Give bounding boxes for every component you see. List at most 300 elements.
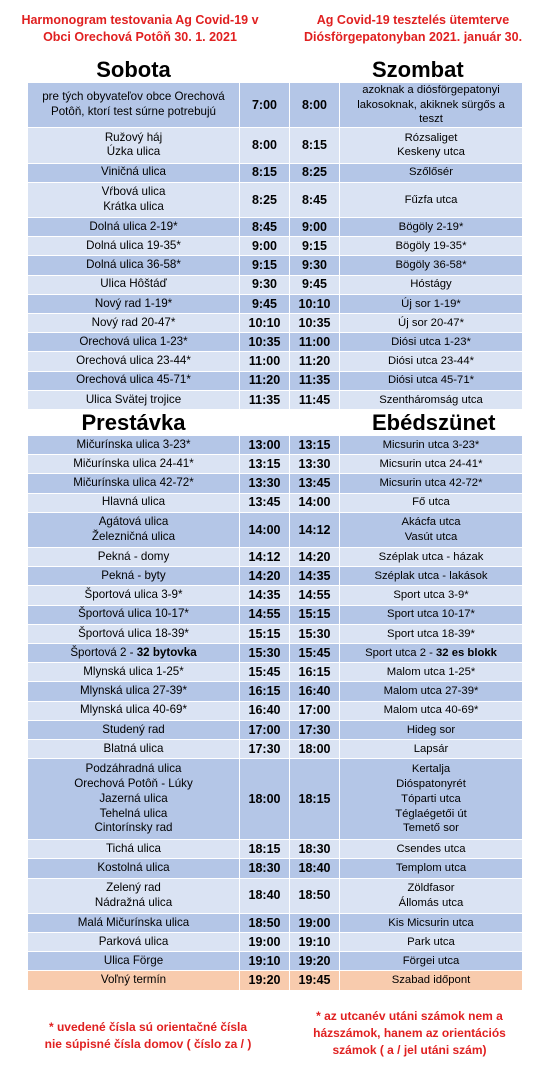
time-to bbox=[290, 759, 340, 840]
street-hungarian bbox=[340, 83, 523, 128]
schedule-row bbox=[28, 586, 523, 605]
street-hungarian bbox=[340, 701, 523, 720]
schedule-row bbox=[28, 567, 523, 586]
time-to bbox=[290, 720, 340, 739]
time-from bbox=[240, 218, 290, 237]
time-from-text: 14:20 bbox=[248, 569, 281, 584]
schedule-row bbox=[28, 512, 523, 547]
street-slovak bbox=[28, 294, 240, 313]
street-slovak bbox=[28, 548, 240, 567]
street-slovak bbox=[28, 759, 240, 840]
street-hungarian-text: Templom utca bbox=[395, 862, 467, 875]
street-slovak-text: Zelený rad Nádražná ulica bbox=[94, 881, 173, 909]
street-slovak bbox=[28, 163, 240, 182]
street-hungarian-text: Szentháromság utca bbox=[379, 393, 483, 406]
time-from bbox=[240, 624, 290, 643]
street-hungarian bbox=[340, 739, 523, 758]
schedule-row bbox=[28, 933, 523, 952]
street-slovak bbox=[28, 390, 240, 409]
time-to bbox=[290, 971, 340, 990]
time-to bbox=[290, 605, 340, 624]
time-from-text: 19:20 bbox=[248, 973, 281, 988]
schedule-row bbox=[28, 952, 523, 971]
time-to-text: 14:20 bbox=[298, 549, 331, 564]
time-to bbox=[290, 840, 340, 859]
street-hungarian-text: Micsurin utca 24-41* bbox=[379, 457, 483, 470]
street-slovak-text: Športová ulica 3-9* bbox=[84, 588, 183, 602]
time-from bbox=[240, 859, 290, 878]
street-slovak bbox=[28, 237, 240, 256]
street-hungarian-text: Széplak utca - házak bbox=[378, 550, 484, 563]
street-slovak-text: Agátová ulica Železničná ulica bbox=[91, 515, 176, 543]
street-slovak bbox=[28, 971, 240, 990]
time-to-text: 8:45 bbox=[301, 192, 328, 207]
time-to-text: 10:10 bbox=[298, 296, 331, 311]
street-hungarian bbox=[340, 435, 523, 454]
schedule-row bbox=[28, 840, 523, 859]
schedule-row bbox=[28, 859, 523, 878]
time-from-text: 16:15 bbox=[248, 684, 281, 699]
street-slovak-text: Nový rad 20-47* bbox=[91, 315, 176, 329]
street-hungarian bbox=[340, 333, 523, 352]
time-to bbox=[290, 256, 340, 275]
time-to bbox=[290, 435, 340, 454]
street-slovak bbox=[28, 859, 240, 878]
street-slovak bbox=[28, 256, 240, 275]
section-title-hungarian: Ebédszünet bbox=[340, 409, 523, 435]
section-title-gap bbox=[240, 409, 340, 435]
schedule-row bbox=[28, 759, 523, 840]
street-slovak-text: Viničná ulica bbox=[101, 165, 166, 179]
street-slovak bbox=[28, 682, 240, 701]
street-slovak bbox=[28, 314, 240, 333]
street-slovak-text: Kostolná ulica bbox=[97, 861, 170, 875]
time-to-text: 14:12 bbox=[298, 522, 331, 537]
schedule-row bbox=[28, 878, 523, 913]
time-from-text: 19:10 bbox=[248, 954, 281, 969]
street-slovak-text: Mičurínska ulica 24-41* bbox=[73, 456, 194, 470]
time-from-text: 10:35 bbox=[248, 334, 281, 349]
schedule-row bbox=[28, 218, 523, 237]
time-to bbox=[290, 352, 340, 371]
time-to bbox=[290, 83, 340, 128]
time-to bbox=[290, 371, 340, 390]
time-from-text: 15:30 bbox=[248, 645, 281, 660]
time-to bbox=[290, 237, 340, 256]
time-to bbox=[290, 455, 340, 474]
schedule-row bbox=[28, 182, 523, 217]
street-hungarian bbox=[340, 218, 523, 237]
time-to-text: 9:30 bbox=[301, 258, 328, 273]
street-hungarian bbox=[340, 859, 523, 878]
schedule-row bbox=[28, 163, 523, 182]
time-to bbox=[290, 933, 340, 952]
schedule-row bbox=[28, 720, 523, 739]
street-slovak bbox=[28, 474, 240, 493]
time-from bbox=[240, 237, 290, 256]
street-slovak bbox=[28, 586, 240, 605]
schedule-row bbox=[28, 314, 523, 333]
street-hungarian bbox=[340, 163, 523, 182]
time-from bbox=[240, 435, 290, 454]
time-to-text: 15:15 bbox=[298, 607, 331, 622]
street-slovak-text: Mlynská ulica 1-25* bbox=[83, 664, 184, 678]
time-from-text: 7:00 bbox=[251, 97, 278, 112]
street-slovak-text: Mlynská ulica 40-69* bbox=[80, 703, 187, 717]
street-slovak bbox=[28, 275, 240, 294]
street-hungarian bbox=[340, 605, 523, 624]
time-from bbox=[240, 701, 290, 720]
street-hungarian bbox=[340, 275, 523, 294]
street-hungarian-text: Micsurin utca 3-23* bbox=[382, 438, 480, 451]
time-to-text: 8:00 bbox=[301, 97, 328, 112]
street-slovak-text: Malá Mičurínska ulica bbox=[77, 915, 190, 929]
time-from-text: 8:15 bbox=[251, 165, 278, 180]
time-to bbox=[290, 701, 340, 720]
schedule-row bbox=[28, 237, 523, 256]
street-slovak bbox=[28, 435, 240, 454]
time-from-text: 13:00 bbox=[248, 437, 281, 452]
time-from bbox=[240, 474, 290, 493]
street-hungarian-text: Sport utca 10-17* bbox=[387, 608, 475, 621]
time-to-text: 18:00 bbox=[298, 741, 331, 756]
street-slovak-text: Parková ulica bbox=[98, 934, 169, 948]
time-to bbox=[290, 586, 340, 605]
time-to-text: 17:30 bbox=[298, 722, 331, 737]
header-slovak: Harmonogram testovania Ag Covid-19 v Obci Orechová Potôň 30. 1. 2021 bbox=[21, 13, 259, 44]
time-to-text: 9:15 bbox=[301, 239, 328, 253]
time-to bbox=[290, 644, 340, 663]
street-hungarian-text: Hideg sor bbox=[406, 723, 456, 736]
time-to-text: 18:15 bbox=[298, 791, 331, 806]
street-slovak-text: Blatná ulica bbox=[103, 741, 164, 755]
schedule-row bbox=[28, 548, 523, 567]
street-hungarian bbox=[340, 182, 523, 217]
schedule-row bbox=[28, 474, 523, 493]
street-hungarian bbox=[340, 878, 523, 913]
time-from bbox=[240, 163, 290, 182]
time-from bbox=[240, 256, 290, 275]
street-slovak-text: Dolná ulica 36-58* bbox=[86, 258, 181, 272]
street-hungarian bbox=[340, 682, 523, 701]
street-slovak bbox=[28, 840, 240, 859]
street-slovak bbox=[28, 644, 240, 663]
street-hungarian bbox=[340, 933, 523, 952]
schedule-row bbox=[28, 371, 523, 390]
street-hungarian-text: Rózsaliget Keskeny utca bbox=[397, 131, 465, 159]
time-from-text: 18:30 bbox=[248, 861, 281, 876]
time-from-text: 17:00 bbox=[248, 722, 281, 737]
street-hungarian bbox=[340, 840, 523, 859]
street-slovak bbox=[28, 512, 240, 547]
street-hungarian-text: Fő utca bbox=[412, 496, 450, 509]
time-to bbox=[290, 275, 340, 294]
time-to-text: 11:45 bbox=[298, 392, 331, 407]
time-to bbox=[290, 682, 340, 701]
time-from bbox=[240, 275, 290, 294]
time-to bbox=[290, 493, 340, 512]
street-hungarian-text: Sport utca 2 - bbox=[365, 646, 437, 659]
time-from-text: 14:00 bbox=[248, 522, 281, 537]
schedule-row bbox=[28, 83, 523, 128]
schedule-row bbox=[28, 913, 523, 932]
section-title-hungarian: Szombat bbox=[340, 57, 523, 83]
street-slovak-text: Pekná - byty bbox=[101, 569, 166, 583]
street-slovak bbox=[28, 493, 240, 512]
street-hungarian-text: azoknak a diósförgepatonyi lakosoknak, akiknek sürgős a teszt bbox=[357, 84, 505, 126]
street-slovak-text: Orechová ulica 45-71* bbox=[76, 373, 191, 387]
schedule-row bbox=[28, 256, 523, 275]
schedule-row bbox=[28, 644, 523, 663]
street-hungarian-text: Förgei utca bbox=[402, 955, 460, 968]
time-to bbox=[290, 567, 340, 586]
section-title-gap bbox=[240, 57, 340, 83]
street-hungarian bbox=[340, 548, 523, 567]
street-slovak bbox=[28, 701, 240, 720]
street-hungarian bbox=[340, 624, 523, 643]
street-hungarian-text: Akácfa utca Vasút utca bbox=[401, 516, 461, 543]
street-slovak-text: Ružový háj Úzka ulica bbox=[104, 130, 163, 159]
time-from-text: 8:25 bbox=[251, 192, 278, 207]
street-hungarian-text: Bögöly 19-35* bbox=[395, 240, 467, 252]
time-to-text: 9:45 bbox=[301, 277, 328, 292]
street-slovak-text: Dolná ulica 19-35* bbox=[86, 239, 181, 252]
time-from-text: 18:00 bbox=[248, 791, 281, 806]
street-hungarian bbox=[340, 474, 523, 493]
street-hungarian-text: Malom utca 40-69* bbox=[383, 704, 479, 717]
street-slovak-text: Mlynská ulica 27-39* bbox=[80, 684, 187, 698]
time-from bbox=[240, 663, 290, 682]
street-slovak bbox=[28, 218, 240, 237]
street-hungarian-text: Lapsár bbox=[413, 742, 449, 755]
time-from-text: 17:30 bbox=[248, 741, 281, 756]
time-from bbox=[240, 512, 290, 547]
schedule-row bbox=[28, 624, 523, 643]
street-slovak bbox=[28, 182, 240, 217]
time-to-text: 9:00 bbox=[301, 219, 328, 234]
time-from-text: 10:10 bbox=[248, 315, 281, 330]
schedule-row bbox=[28, 701, 523, 720]
street-slovak-text: Tichá ulica bbox=[106, 841, 161, 855]
time-from-text: 15:15 bbox=[248, 626, 281, 641]
time-to-text: 18:30 bbox=[298, 841, 331, 856]
street-hungarian-text: Bögöly 2-19* bbox=[398, 220, 464, 233]
street-slovak bbox=[28, 371, 240, 390]
street-slovak bbox=[28, 913, 240, 932]
schedule-row bbox=[28, 663, 523, 682]
schedule-row bbox=[28, 605, 523, 624]
section-title-slovak: Sobota bbox=[28, 57, 240, 83]
street-hungarian-text: Kis Micsurin utca bbox=[388, 916, 474, 929]
street-slovak-text: Hlavná ulica bbox=[101, 495, 166, 509]
time-from bbox=[240, 644, 290, 663]
street-hungarian-text: Sport utca 18-39* bbox=[387, 627, 475, 640]
street-slovak-text: Orechová ulica 23-44* bbox=[76, 354, 191, 368]
footnote-hungarian: * az utcanév utáni számok nem a házszámok, hanem az orientációs számok ( a / jel utáni szám) bbox=[313, 1009, 506, 1057]
time-to-text: 14:55 bbox=[298, 588, 331, 603]
time-to bbox=[290, 739, 340, 758]
schedule-row bbox=[28, 352, 523, 371]
time-to-text: 19:00 bbox=[298, 915, 331, 930]
time-from bbox=[240, 390, 290, 409]
time-from bbox=[240, 720, 290, 739]
street-hungarian bbox=[340, 256, 523, 275]
time-to-text: 17:00 bbox=[298, 703, 331, 718]
street-hungarian bbox=[340, 663, 523, 682]
time-from-text: 13:15 bbox=[248, 456, 281, 471]
street-slovak-bold-text: 32 bytovka bbox=[136, 645, 197, 659]
street-slovak bbox=[28, 624, 240, 643]
time-from-text: 14:55 bbox=[248, 607, 281, 622]
time-to-text: 11:20 bbox=[298, 354, 331, 369]
street-hungarian bbox=[340, 352, 523, 371]
time-from-text: 18:50 bbox=[248, 915, 281, 930]
time-to bbox=[290, 878, 340, 913]
street-hungarian bbox=[340, 294, 523, 313]
time-from bbox=[240, 878, 290, 913]
time-from bbox=[240, 333, 290, 352]
street-slovak-text: Vŕbová ulica Krátka ulica bbox=[101, 185, 166, 213]
time-to bbox=[290, 474, 340, 493]
time-to-text: 15:30 bbox=[298, 626, 331, 641]
street-slovak bbox=[28, 352, 240, 371]
street-hungarian bbox=[340, 512, 523, 547]
schedule-table bbox=[27, 56, 523, 991]
time-from-text: 19:00 bbox=[248, 934, 281, 949]
time-from bbox=[240, 182, 290, 217]
time-to bbox=[290, 128, 340, 163]
street-hungarian-bold-text: 32 es blokk bbox=[436, 646, 497, 659]
time-from-text: 11:00 bbox=[248, 354, 281, 369]
street-hungarian-text: Park utca bbox=[407, 935, 455, 948]
section-header-row bbox=[28, 409, 523, 435]
time-from-text: 9:30 bbox=[251, 277, 278, 292]
time-to bbox=[290, 294, 340, 313]
time-from bbox=[240, 840, 290, 859]
time-from-text: 9:15 bbox=[251, 258, 278, 273]
street-hungarian-text: Malom utca 27-39* bbox=[383, 685, 479, 698]
street-slovak-text: Nový rad 1-19* bbox=[94, 296, 173, 310]
street-hungarian-text: Hóstágy bbox=[410, 278, 452, 291]
time-to-text: 13:45 bbox=[298, 476, 331, 491]
schedule-row bbox=[28, 294, 523, 313]
time-to bbox=[290, 624, 340, 643]
time-to-text: 10:35 bbox=[298, 315, 331, 330]
time-from bbox=[240, 586, 290, 605]
street-slovak-text: Studený rad bbox=[102, 722, 165, 736]
street-hungarian-text: Fűzfa utca bbox=[404, 193, 458, 206]
street-slovak bbox=[28, 455, 240, 474]
schedule-row bbox=[28, 333, 523, 352]
street-hungarian-text: Zöldfasor Állomás utca bbox=[398, 882, 464, 909]
street-hungarian bbox=[340, 314, 523, 333]
schedule-row bbox=[28, 455, 523, 474]
section-header-row bbox=[28, 57, 523, 83]
street-slovak-text: Ulica Förge bbox=[103, 954, 164, 968]
street-slovak bbox=[28, 720, 240, 739]
time-from-text: 18:40 bbox=[248, 888, 281, 903]
street-slovak-text: Ulica Hôštáď bbox=[100, 277, 167, 291]
time-to-text: 13:30 bbox=[298, 456, 331, 471]
header-hungarian: Ag Covid-19 tesztelés ütemterve Diósförgepatonyban 2021. január 30. bbox=[303, 13, 523, 44]
street-hungarian bbox=[340, 567, 523, 586]
street-slovak bbox=[28, 878, 240, 913]
schedule-row bbox=[28, 739, 523, 758]
street-hungarian bbox=[340, 390, 523, 409]
street-slovak-text: pre tých obyvateľov obce Orechová Potôň, ktorí test súrne potrebujú bbox=[42, 90, 225, 119]
street-slovak-text: Orechová ulica 1-23* bbox=[79, 334, 188, 348]
street-slovak bbox=[28, 933, 240, 952]
time-from bbox=[240, 739, 290, 758]
street-hungarian-text: Kertalja Dióspatonyrét Tóparti utca Téglaégetői út Temető sor bbox=[395, 763, 467, 835]
time-from bbox=[240, 682, 290, 701]
time-from-text: 13:30 bbox=[248, 476, 281, 491]
street-hungarian-text: Széplak utca - lakások bbox=[374, 570, 488, 583]
time-from bbox=[240, 913, 290, 932]
time-from-text: 14:12 bbox=[248, 549, 281, 564]
time-to-text: 8:25 bbox=[301, 165, 328, 180]
time-to bbox=[290, 512, 340, 547]
street-slovak bbox=[28, 567, 240, 586]
time-to bbox=[290, 163, 340, 182]
street-hungarian bbox=[340, 371, 523, 390]
street-hungarian bbox=[340, 971, 523, 990]
street-slovak-text: Športová ulica 10-17* bbox=[78, 607, 189, 621]
street-hungarian bbox=[340, 644, 523, 663]
time-from bbox=[240, 455, 290, 474]
street-slovak-text: Ulica Svätej trojice bbox=[85, 392, 182, 406]
time-from bbox=[240, 83, 290, 128]
street-hungarian bbox=[340, 720, 523, 739]
street-slovak bbox=[28, 83, 240, 128]
street-slovak-text: Športová ulica 18-39* bbox=[78, 626, 189, 640]
time-to-text: 16:40 bbox=[298, 684, 331, 699]
time-from bbox=[240, 352, 290, 371]
time-from bbox=[240, 605, 290, 624]
street-slovak bbox=[28, 739, 240, 758]
time-to-text: 19:20 bbox=[298, 954, 331, 969]
time-to-text: 11:00 bbox=[298, 334, 331, 349]
street-slovak bbox=[28, 605, 240, 624]
street-hungarian-text: Diósi utca 45-71* bbox=[387, 374, 475, 387]
street-slovak-text: Podzáhradná ulica Orechová Potôň - Lúky Jazerná ulica Tehelná ulica Cintorínsky rad bbox=[74, 762, 193, 835]
time-to-text: 18:50 bbox=[298, 888, 331, 903]
time-from-text: 13:45 bbox=[248, 495, 281, 510]
time-from-text: 14:35 bbox=[248, 588, 281, 603]
schedule-row bbox=[28, 435, 523, 454]
street-slovak bbox=[28, 128, 240, 163]
street-hungarian-text: Micsurin utca 42-72* bbox=[379, 477, 483, 490]
street-hungarian-text: Diósi utca 23-44* bbox=[387, 355, 475, 368]
time-to bbox=[290, 218, 340, 237]
time-from bbox=[240, 314, 290, 333]
street-hungarian bbox=[340, 952, 523, 971]
street-slovak bbox=[28, 952, 240, 971]
time-to bbox=[290, 952, 340, 971]
time-to bbox=[290, 182, 340, 217]
time-to-text: 13:15 bbox=[298, 437, 331, 452]
street-hungarian-text: Új sor 20-47* bbox=[398, 316, 464, 329]
time-from-text: 16:40 bbox=[248, 703, 281, 718]
time-from-text: 8:45 bbox=[251, 219, 278, 234]
time-from bbox=[240, 548, 290, 567]
schedule-row bbox=[28, 128, 523, 163]
street-slovak bbox=[28, 333, 240, 352]
time-from-text: 9:00 bbox=[251, 239, 278, 253]
street-hungarian bbox=[340, 913, 523, 932]
street-hungarian bbox=[340, 759, 523, 840]
time-to-text: 19:10 bbox=[298, 934, 331, 949]
